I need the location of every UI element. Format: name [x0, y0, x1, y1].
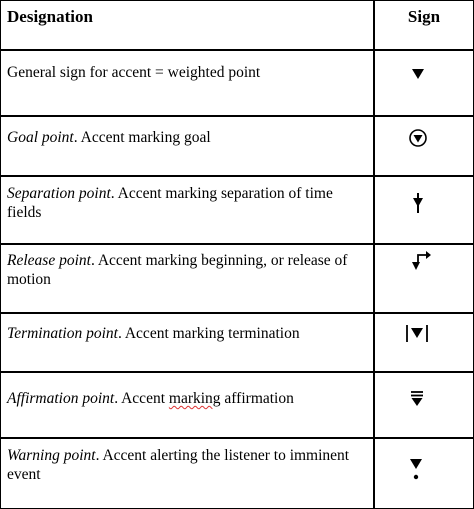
designation-text: [7, 251, 367, 289]
designation-term: Goal point: [7, 129, 74, 146]
designation-description: . Accent marking separation of time fields: [7, 185, 333, 221]
designation-description: . Accent alerting the listener to imminent event: [7, 447, 350, 483]
down-triangle-with-dot-icon: [375, 439, 473, 508]
designation-term: Separation point: [7, 185, 111, 202]
designation-description: . Accent marking beginning, or release of motion: [7, 252, 348, 288]
designation-description: . Accent marking termination: [117, 325, 300, 342]
header-designation: Designation: [7, 7, 93, 26]
designation-description: . Accent marking goal: [73, 129, 211, 146]
designation-text: [7, 128, 367, 147]
table-row: [1, 51, 473, 117]
down-triangle-with-double-bar-icon: [375, 373, 473, 439]
stemmed-down-triangle-icon: [375, 177, 473, 245]
table-row: [1, 373, 473, 439]
designation-description: . Accent: [114, 390, 169, 407]
table-row: [1, 117, 473, 177]
designation-text: [7, 446, 367, 484]
table-row: [1, 314, 473, 373]
designation-term: Release point: [7, 252, 91, 269]
designation-term: Affirmation point: [7, 390, 115, 407]
designation-text: [7, 324, 367, 343]
designation-term: Termination point: [7, 325, 118, 342]
barred-down-triangle-icon: [375, 314, 473, 373]
designation-text: [7, 184, 367, 222]
designation-description: General sign for accent = weighted point: [7, 64, 261, 81]
circled-down-triangle-icon: [375, 117, 473, 177]
table-row: [1, 439, 473, 508]
down-triangle-with-right-hook-arrow-icon: [375, 245, 473, 314]
down-triangle-icon: [375, 51, 473, 117]
designation-text: [7, 63, 367, 82]
spellcheck-underlined-word: marking: [168, 390, 221, 407]
designation-description: affirmation: [220, 390, 294, 407]
table-row: [1, 177, 473, 245]
designation-text: [7, 389, 367, 408]
table-row: [1, 245, 473, 314]
header-sign: Sign: [407, 7, 441, 26]
table-header-row: [1, 1, 473, 51]
designation-term: Warning point: [7, 447, 96, 464]
